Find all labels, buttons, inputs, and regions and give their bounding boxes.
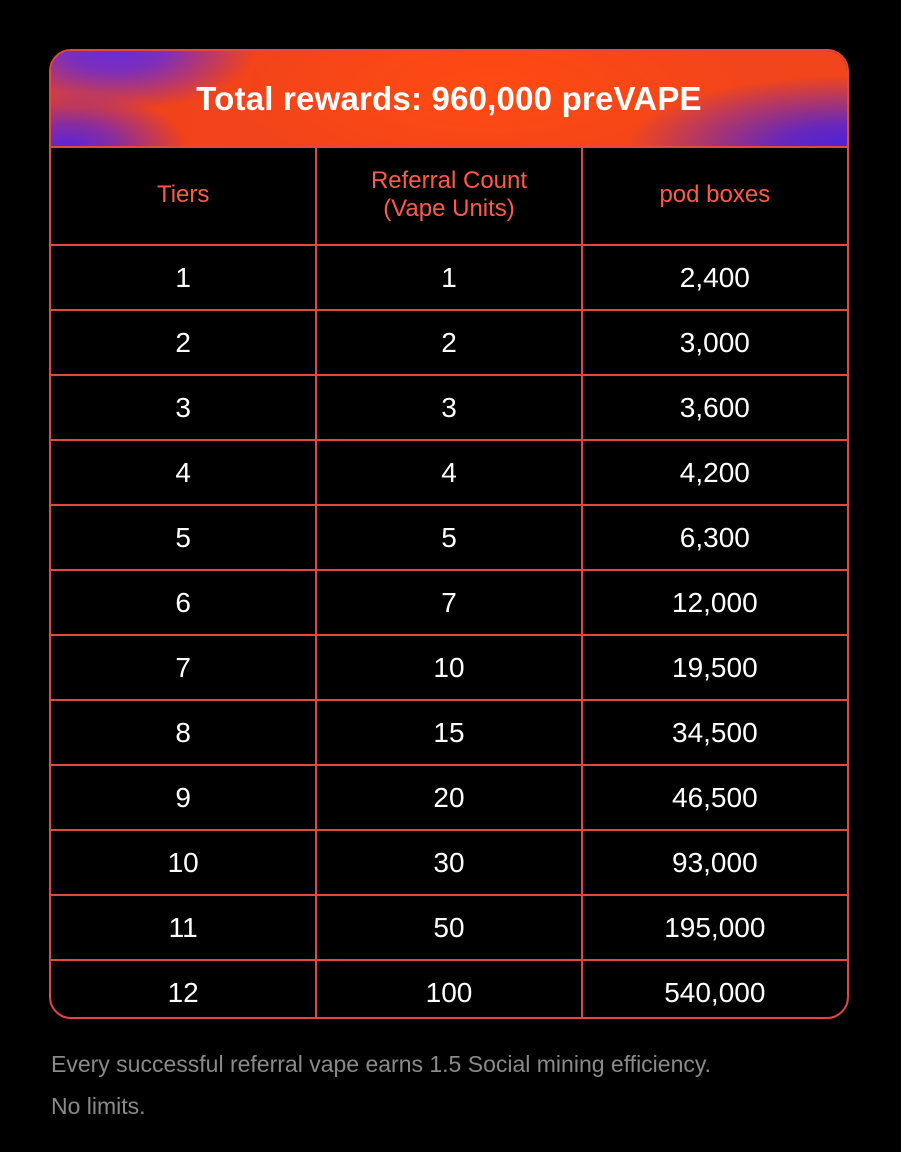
header-tiers: Tiers [51, 146, 316, 245]
tier-cell: 5 [51, 505, 316, 570]
table-row [51, 310, 847, 375]
tier-cell: 2 [51, 310, 316, 375]
table-row [51, 375, 847, 440]
pod-boxes-cell: 540,000 [582, 960, 847, 1019]
pod-boxes-cell: 6,300 [582, 505, 847, 570]
pod-boxes-cell: 19,500 [582, 635, 847, 700]
referral-cell: 100 [316, 960, 581, 1019]
referral-cell: 5 [316, 505, 581, 570]
tier-cell: 9 [51, 765, 316, 830]
tier-cell: 3 [51, 375, 316, 440]
header-referral-line1: Referral Count [370, 167, 528, 194]
table-header-row [51, 146, 847, 245]
table-row [51, 505, 847, 570]
footnote-line1: Every successful referral vape earns 1.5 Social mining efficiency. [51, 1051, 712, 1077]
pod-boxes-cell: 2,400 [582, 245, 847, 310]
table-row [51, 440, 847, 505]
table-row [51, 245, 847, 310]
table-row [51, 765, 847, 830]
pod-boxes-cell: 3,600 [582, 375, 847, 440]
table-row [51, 570, 847, 635]
pod-boxes-cell: 3,000 [582, 310, 847, 375]
table-row [51, 700, 847, 765]
tier-cell: 7 [51, 635, 316, 700]
header-referral-line2: (Vape Units) [383, 195, 515, 222]
referral-cell: 30 [316, 830, 581, 895]
header-referral-count [316, 146, 581, 245]
table-row [51, 895, 847, 960]
tier-cell: 11 [51, 895, 316, 960]
referral-cell: 10 [316, 635, 581, 700]
pod-boxes-cell: 4,200 [582, 440, 847, 505]
header-pod-boxes: pod boxes [582, 146, 847, 245]
rewards-card [49, 49, 849, 1019]
referral-cell: 2 [316, 310, 581, 375]
pod-boxes-cell: 195,000 [582, 895, 847, 960]
referral-cell: 1 [316, 245, 581, 310]
referral-cell: 7 [316, 570, 581, 635]
tier-cell: 12 [51, 960, 316, 1019]
table-row [51, 635, 847, 700]
footnote-line2: No limits. [51, 1093, 146, 1119]
pod-boxes-cell: 93,000 [582, 830, 847, 895]
referral-cell: 3 [316, 375, 581, 440]
pod-boxes-cell: 46,500 [582, 765, 847, 830]
rewards-banner [51, 51, 847, 148]
tier-cell: 4 [51, 440, 316, 505]
referral-cell: 20 [316, 765, 581, 830]
tier-cell: 8 [51, 700, 316, 765]
footnote [51, 1043, 861, 1127]
referral-cell: 4 [316, 440, 581, 505]
pod-boxes-cell: 12,000 [582, 570, 847, 635]
table-row [51, 830, 847, 895]
tier-cell: 1 [51, 245, 316, 310]
pod-boxes-cell: 34,500 [582, 700, 847, 765]
table-row [51, 960, 847, 1019]
referral-cell: 50 [316, 895, 581, 960]
tier-cell: 6 [51, 570, 316, 635]
banner-title: Total rewards: 960,000 preVAPE [196, 79, 702, 117]
referral-cell: 15 [316, 700, 581, 765]
tier-cell: 10 [51, 830, 316, 895]
rewards-table [51, 146, 847, 1019]
